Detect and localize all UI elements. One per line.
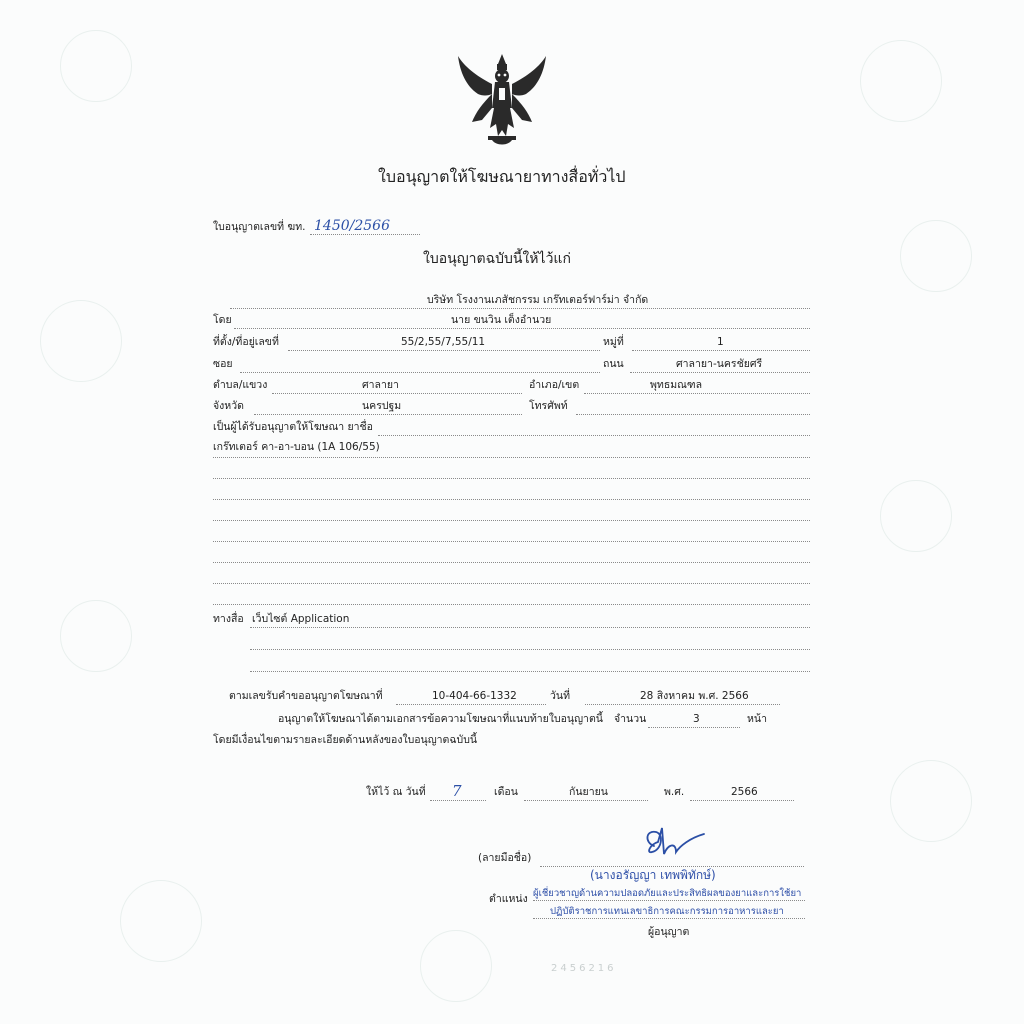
faint-serial: 2456216: [551, 963, 617, 974]
district-value: พุทธมณฑล: [650, 379, 703, 391]
phone-line: [576, 414, 810, 415]
license-no-value: 1450/2566: [314, 218, 390, 234]
province-line: [254, 414, 522, 415]
given-month-line: [524, 800, 648, 801]
licensee-label: เป็นผู้ได้รับอนุญาตให้โฆษณา ยาชื่อ: [213, 421, 373, 433]
subdistrict-line: [272, 393, 522, 394]
company-line: [230, 308, 810, 309]
signature-line: [540, 866, 804, 867]
given-day-line: [430, 800, 486, 801]
approver-label: ผู้อนุญาต: [648, 926, 690, 938]
address-value: 55/2,55/7,55/11: [401, 336, 486, 348]
position-label: ตำแหน่ง: [489, 893, 528, 905]
media-line-2: [250, 649, 810, 650]
address-line: [288, 350, 600, 351]
license-no-label: ใบอนุญาตเลขที่ ฆท.: [213, 221, 306, 233]
signature-label: (ลายมือชื่อ): [478, 852, 532, 864]
drug-name: เกร๊ทเตอร์ คา-อา-บอน (1A 106/55): [213, 441, 380, 453]
signer-name: (นางอรัญญา เทพพิทักษ์): [590, 868, 716, 882]
soi-label: ซอย: [213, 358, 233, 370]
licensee-line: [378, 435, 810, 436]
media-line: [250, 627, 810, 628]
given-year: 2566: [731, 786, 758, 798]
permit-text: อนุญาตให้โฆษณาได้ตามเอกสารข้อความโฆษณาที่แนบท้ายใบอนุญาตนี้: [278, 713, 603, 725]
phone-label: โทรศัพท์: [529, 400, 568, 412]
position-dots-1: [533, 900, 805, 901]
moo-label: หมู่ที่: [603, 336, 624, 348]
document-title: ใบอนุญาตให้โฆษณายาทางสื่อทั่วไป: [378, 167, 626, 186]
media-value: เว็บไซต์ Application: [252, 613, 350, 625]
subdistrict-label: ตำบล/แขวง: [213, 379, 268, 391]
district-line: [584, 393, 810, 394]
soi-line: [240, 372, 600, 373]
count-line: [648, 727, 740, 728]
given-on-label: ให้ไว้ ณ วันที่: [366, 786, 426, 798]
month-label: เดือน: [494, 786, 518, 798]
request-date-label: วันที่: [550, 690, 570, 702]
by-value: นาย ขนวิน เต็งอำนวย: [451, 314, 552, 326]
media-label: ทางสื่อ: [213, 613, 244, 625]
province-label: จังหวัด: [213, 400, 244, 412]
request-date-line: [585, 704, 780, 705]
count-label: จำนวน: [614, 713, 647, 725]
media-line-3: [250, 671, 810, 672]
request-label: ตามเลขรับคำขออนุญาตโฆษณาที่: [229, 690, 383, 702]
given-year-line: [690, 800, 794, 801]
given-month: กันยายน: [569, 786, 608, 798]
province-value: นครปฐม: [362, 400, 402, 412]
position-dots-2: [533, 918, 805, 919]
year-label: พ.ศ.: [664, 786, 685, 798]
position-line-1: ผู้เชี่ยวชาญด้านความปลอดภัยและประสิทธิผลของยาและการใช้ยา: [533, 888, 802, 899]
company-name: บริษัท โรงงานเภสัชกรรม เกร๊ทเตอร์ฟาร์ม่า จำกัด: [427, 294, 649, 306]
license-no-line: [310, 234, 420, 235]
moo-value: 1: [717, 336, 724, 348]
subdistrict-value: ศาลายา: [362, 379, 399, 391]
request-no: 10-404-66-1332: [432, 690, 517, 702]
road-label: ถนน: [603, 358, 624, 370]
page-label: หน้า: [747, 713, 767, 725]
road-line: [630, 372, 810, 373]
moo-line: [632, 350, 810, 351]
road-value: ศาลายา-นครชัยศรี: [676, 358, 763, 370]
by-label: โดย: [213, 314, 232, 326]
condition-text: โดยมีเงื่อนไขตามรายละเอียดด้านหลังของใบอนุญาตฉบับนี้: [213, 734, 478, 746]
garuda-emblem-icon: [452, 50, 552, 150]
by-line: [234, 328, 810, 329]
position-line-2: ปฏิบัติราชการแทนเลขาธิการคณะกรรมการอาหารและยา: [550, 906, 784, 917]
signature-mark: [640, 824, 710, 864]
request-date: 28 สิงหาคม พ.ศ. 2566: [640, 690, 749, 702]
request-no-line: [396, 704, 546, 705]
granted-to-heading: ใบอนุญาตฉบับนี้ให้ไว้แก่: [423, 251, 571, 267]
given-day: 7: [452, 782, 462, 800]
district-label: อำเภอ/เขต: [529, 379, 580, 391]
count-value: 3: [693, 713, 700, 725]
address-label: ที่ตั้ง/ที่อยู่เลขที่: [213, 336, 279, 348]
